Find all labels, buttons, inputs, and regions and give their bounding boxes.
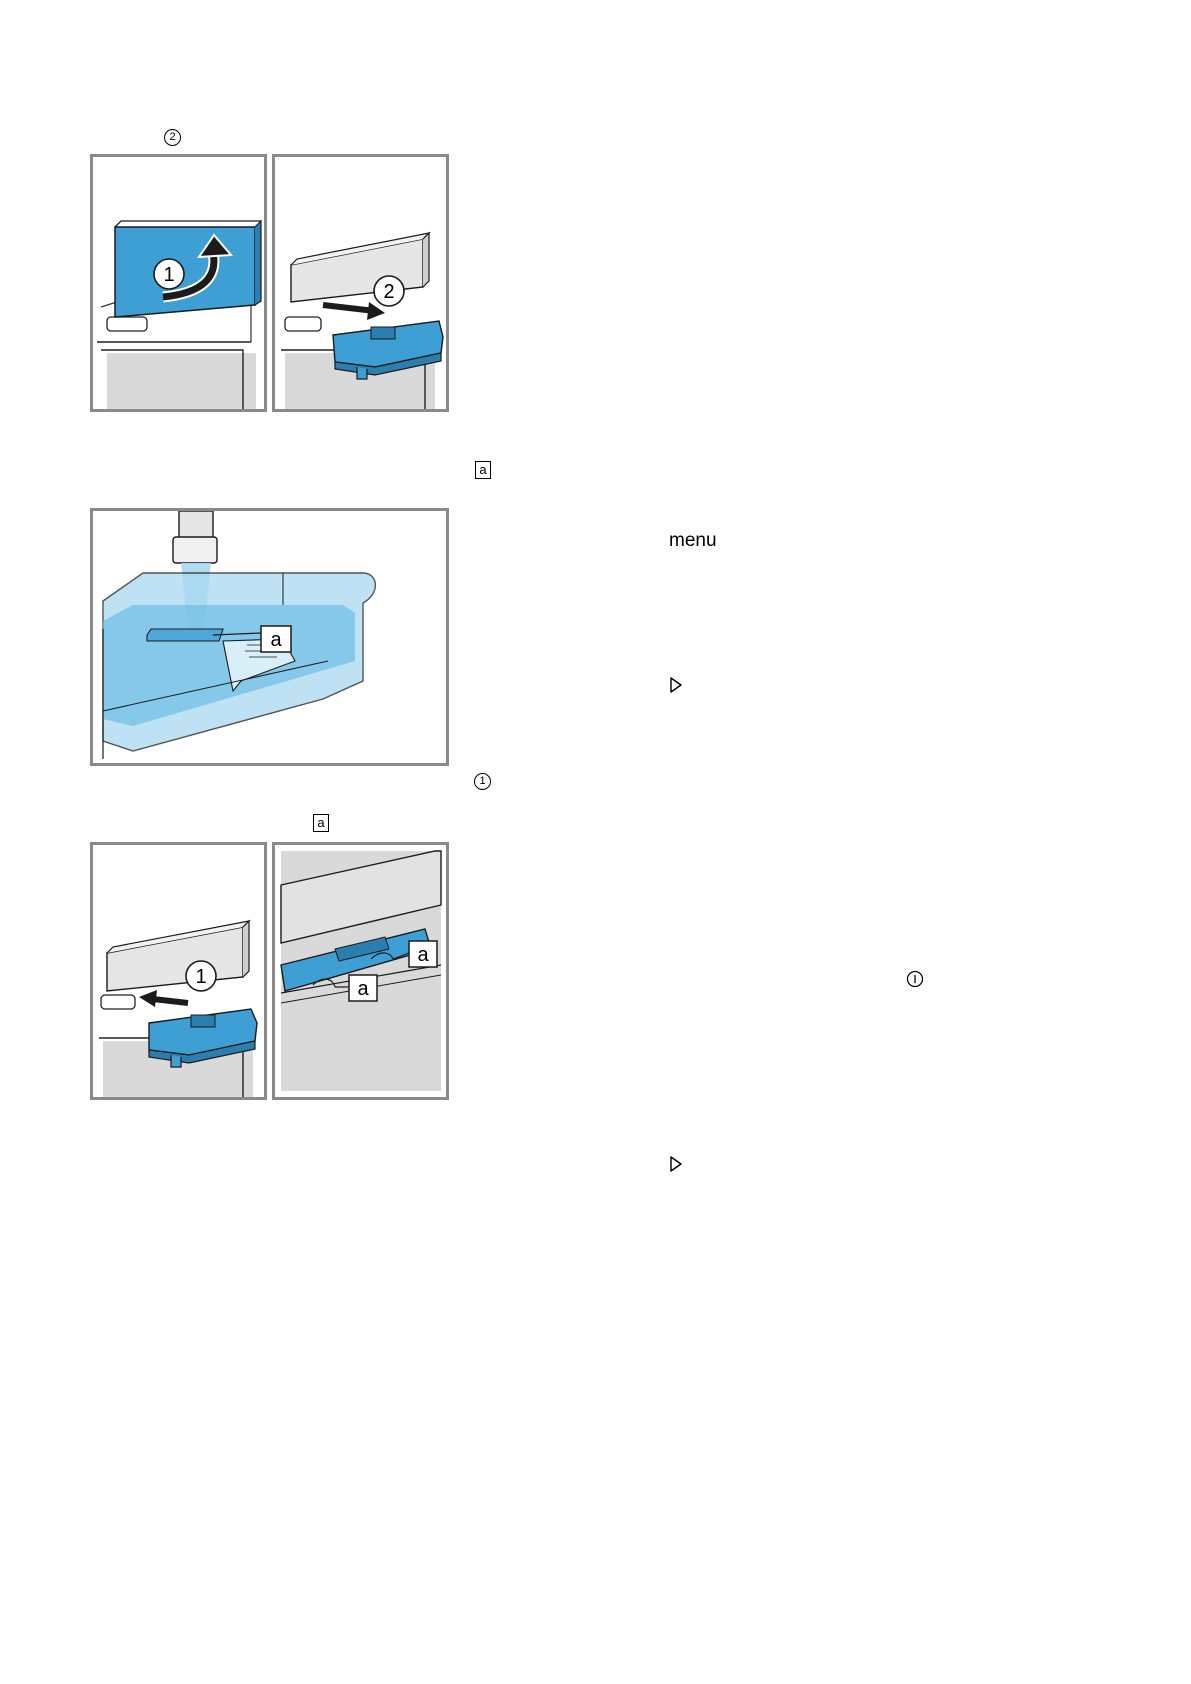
figure-tank-seated bbox=[272, 842, 449, 1100]
menu-label: menu bbox=[669, 530, 717, 551]
figure-remove-tank-callout: 2 bbox=[383, 281, 395, 303]
figure-lift-panel-drawing bbox=[93, 157, 267, 412]
figure-tank-seated-drawing bbox=[275, 845, 449, 1100]
play-triangle-icon bbox=[669, 676, 683, 694]
figure-insert-tank-callout: 1 bbox=[195, 966, 207, 988]
figure-remove-tank-drawing bbox=[275, 157, 449, 412]
figure-insert-tank bbox=[90, 842, 267, 1100]
info-icon bbox=[906, 970, 924, 988]
figure-tank-seated-callout-upper: a bbox=[417, 944, 429, 966]
step-marker-1: 1 bbox=[474, 773, 491, 790]
figure-tank-seated-callout-lower: a bbox=[357, 978, 369, 1000]
step-marker-2: 2 bbox=[164, 129, 181, 146]
play-triangle-icon bbox=[669, 1155, 683, 1173]
figure-insert-tank-drawing bbox=[93, 845, 267, 1100]
label-a-marker: a bbox=[475, 461, 491, 479]
label-a-marker-2: a bbox=[313, 814, 329, 832]
figure-remove-tank bbox=[272, 154, 449, 412]
figure-fill-tank-callout: a bbox=[270, 629, 282, 651]
figure-lift-panel-callout: 1 bbox=[163, 264, 175, 286]
figure-fill-tank bbox=[90, 508, 449, 766]
figure-lift-panel bbox=[90, 154, 267, 412]
figure-fill-tank-drawing bbox=[93, 511, 449, 766]
